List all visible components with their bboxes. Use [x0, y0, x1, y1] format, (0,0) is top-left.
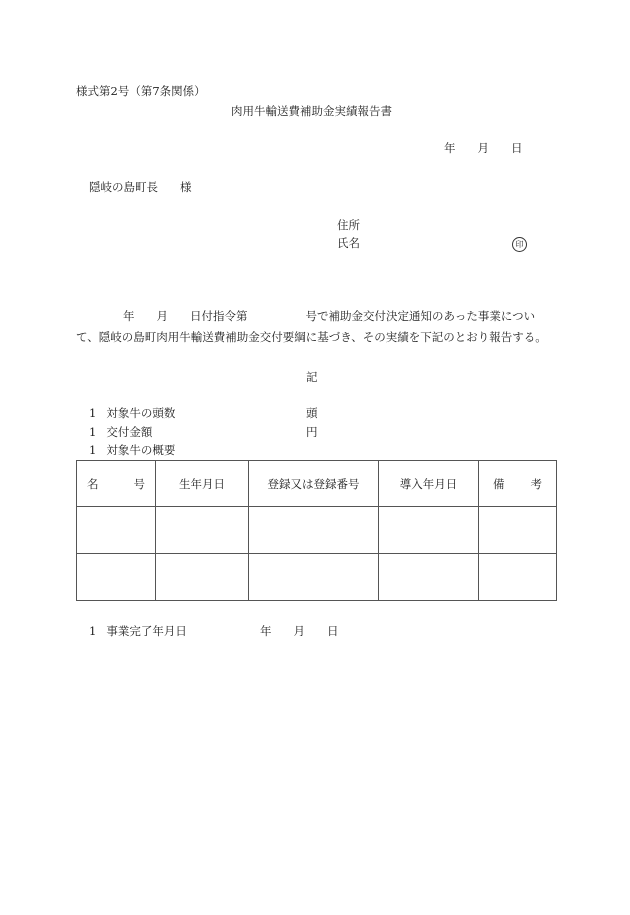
seal-icon: 印 — [512, 237, 527, 252]
item-number: 1 — [89, 624, 97, 638]
date-month: 月 — [477, 141, 489, 155]
header-introduction-date: 導入年月日 — [379, 461, 479, 507]
addressee-honorific: 様 — [180, 180, 192, 194]
body-year: 年 — [123, 309, 135, 323]
completion-year: 年 — [260, 624, 272, 638]
header-name-part: 号 — [133, 476, 145, 491]
report-date — [444, 141, 523, 155]
header-birth-date: 生年月日 — [156, 461, 249, 507]
seal-mark — [512, 236, 527, 252]
cell-birth-date[interactable] — [156, 554, 249, 601]
cell-registration-number[interactable] — [249, 507, 379, 554]
completion-month: 月 — [293, 624, 305, 638]
cell-name[interactable] — [77, 554, 156, 601]
item-number: 1 — [89, 425, 97, 439]
completion-day: 日 — [327, 624, 339, 638]
addressee-name: 隠岐の島町長 — [89, 180, 158, 194]
table-row — [77, 507, 557, 554]
table-header-row — [77, 461, 557, 507]
header-remarks — [479, 461, 557, 507]
cell-introduction-date[interactable] — [379, 507, 479, 554]
item-cattle-overview — [89, 443, 175, 457]
cell-name[interactable] — [77, 507, 156, 554]
header-remarks-part: 考 — [530, 476, 542, 491]
name-label: 氏名 — [337, 236, 360, 250]
document-title: 肉用牛輸送費補助金実績報告書 — [231, 104, 392, 118]
item-head-count-unit: 頭 — [306, 406, 318, 420]
completion-date-value — [260, 624, 339, 638]
cell-introduction-date[interactable] — [379, 554, 479, 601]
header-remarks-part: 備 — [493, 476, 505, 491]
item-label: 対象牛の概要 — [106, 443, 176, 457]
item-label: 交付金額 — [106, 425, 153, 439]
cell-registration-number[interactable] — [249, 554, 379, 601]
header-registration-number: 登録又は登録番号 — [249, 461, 379, 507]
item-grant-amount-unit: 円 — [306, 425, 318, 439]
completion-date-item — [89, 624, 187, 638]
cell-remarks[interactable] — [479, 507, 557, 554]
cattle-overview-table — [76, 460, 557, 601]
item-number: 1 — [89, 443, 97, 457]
body-line-2: て、隠岐の島町肉用牛輸送費補助金交付要綱に基づき、その実績を下記のとおり報告する。 — [76, 330, 547, 344]
date-day: 日 — [511, 141, 523, 155]
body-text-rest: 号で補助金交付決定通知のあった事業につい — [305, 309, 536, 323]
address-label: 住所 — [337, 218, 360, 232]
header-name — [77, 461, 156, 507]
item-grant-amount — [89, 425, 152, 439]
header-name-part: 名 — [87, 476, 99, 491]
item-number: 1 — [89, 406, 97, 420]
form-number: 様式第2号（第7条関係） — [76, 84, 206, 98]
item-head-count — [89, 406, 175, 420]
cell-remarks[interactable] — [479, 554, 557, 601]
body-directive-ref: 日付指令第 — [190, 309, 248, 323]
date-year: 年 — [444, 141, 456, 155]
item-label: 対象牛の頭数 — [106, 406, 176, 420]
item-label: 事業完了年月日 — [106, 624, 187, 638]
cell-birth-date[interactable] — [156, 507, 249, 554]
body-line-1 — [123, 309, 535, 323]
ki-heading: 記 — [306, 370, 318, 384]
addressee — [89, 180, 192, 194]
body-month: 月 — [156, 309, 168, 323]
table-row — [77, 554, 557, 601]
